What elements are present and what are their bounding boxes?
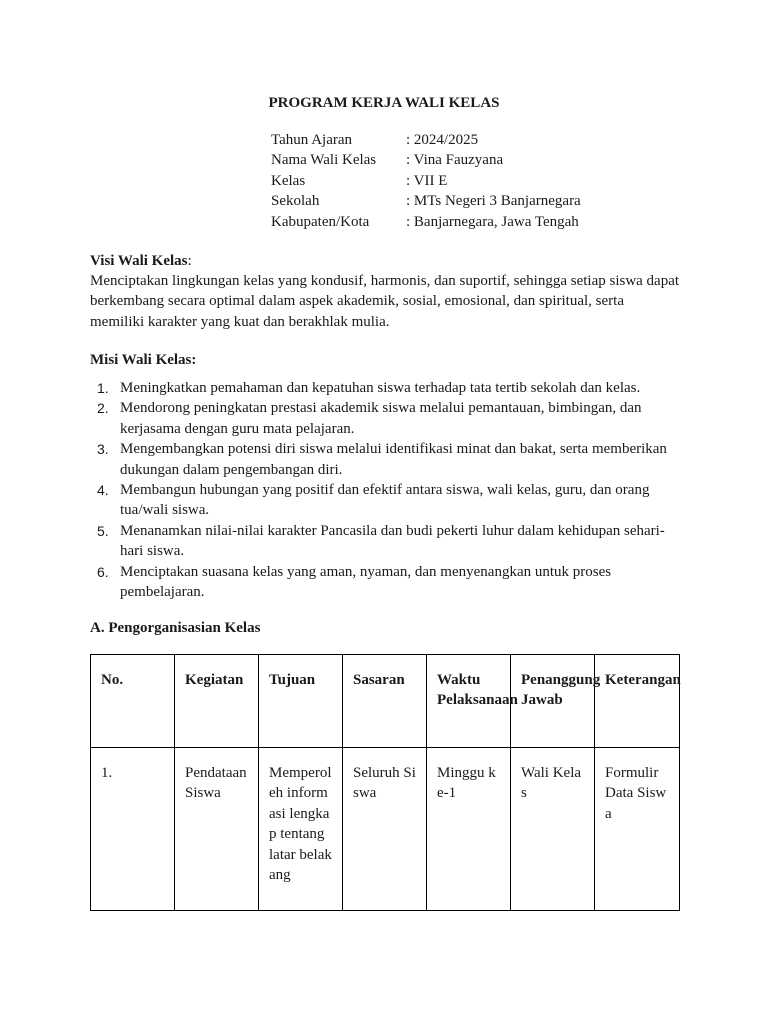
- misi-list: [90, 378, 680, 602]
- table-cell: Memperoleh informasi lengkap tentang latar belakang: [259, 748, 343, 911]
- list-text: Membangun hubungan yang positif dan efektif antara siswa, wali kelas, guru, dan orang tua/wali siswa.: [120, 482, 650, 519]
- info-row: [271, 130, 581, 150]
- section-a-heading: A. Pengorganisasian Kelas: [90, 620, 261, 636]
- column-header-tujuan: Tujuan: [259, 655, 343, 748]
- list-number: 6.: [97, 563, 109, 580]
- list-number: 2.: [97, 400, 109, 417]
- list-text: Meningkatkan pemahaman dan kepatuhan siswa terhadap tata tertib sekolah dan kelas.: [120, 380, 641, 396]
- table-cell: Minggu ke-1: [427, 748, 511, 911]
- column-header-waktu: Waktu Pelaksanaan: [427, 655, 511, 748]
- column-header-keterangan: Keterangan: [595, 655, 680, 748]
- info-row: [271, 212, 581, 232]
- column-header-penanggung-jawab: Penanggung Jawab: [511, 655, 595, 748]
- list-item: [90, 480, 680, 521]
- visi-heading: [90, 251, 192, 271]
- info-value: : 2024/2025: [406, 132, 479, 148]
- list-text: Mengembangkan potensi diri siswa melalui identifikasi minat dan bakat, serta memberikan dukungan dalam pengembangan diri.: [120, 441, 667, 478]
- list-text: Menciptakan suasana kelas yang aman, nyaman, dan menyenangkan untuk proses pembelajaran.: [120, 563, 612, 601]
- column-header-kegiatan: Kegiatan: [175, 655, 259, 748]
- info-value: : VII E: [406, 172, 448, 189]
- info-row: [271, 150, 581, 170]
- visi-heading-text: Visi Wali Kelas: [90, 253, 188, 269]
- table-cell: Wali Kelas: [511, 748, 595, 911]
- table-row: [91, 748, 680, 911]
- list-number: 5.: [97, 522, 109, 539]
- table-cell: Formulir Data Siswa: [595, 748, 680, 911]
- info-label: Sekolah: [271, 193, 320, 210]
- page-title: PROGRAM KERJA WALI KELAS: [268, 95, 500, 111]
- list-item: [90, 562, 680, 603]
- list-number: 3.: [97, 441, 109, 458]
- table-cell: Pendataan Siswa: [175, 748, 259, 911]
- list-number: 1.: [97, 380, 109, 396]
- list-item: [90, 521, 680, 562]
- list-item: [90, 398, 680, 439]
- list-item: [90, 439, 680, 480]
- info-value: : Vina Fauzyana: [406, 152, 504, 169]
- info-row: [271, 171, 581, 191]
- list-text: Menanamkan nilai-nilai karakter Pancasila dan budi pekerti luhur dalam kehidupan sehari-hari siswa.: [120, 522, 665, 560]
- info-value: : Banjarnegara, Jawa Tengah: [406, 213, 579, 230]
- info-table: [271, 130, 581, 232]
- organization-table: [90, 654, 680, 911]
- info-row: [271, 191, 581, 211]
- column-header-no: No.: [91, 655, 175, 748]
- info-label: Nama Wali Kelas: [271, 152, 377, 169]
- list-item: [90, 378, 680, 398]
- list-number: 4.: [97, 482, 109, 499]
- table-cell: 1.: [91, 748, 175, 911]
- table-cell: Seluruh Siswa: [343, 748, 427, 911]
- info-label: Tahun Ajaran: [271, 132, 353, 148]
- visi-heading-colon: :: [187, 253, 192, 269]
- column-header-sasaran: Sasaran: [343, 655, 427, 748]
- list-text: Mendorong peningkatan prestasi akademik siswa melalui pemantauan, bimbingan, dan kerjasama dengan guru mata pelajaran.: [120, 400, 642, 437]
- table-header-row: [91, 655, 680, 748]
- misi-heading: Misi Wali Kelas:: [90, 352, 197, 368]
- visi-text: Menciptakan lingkungan kelas yang kondusif, harmonis, dan suportif, sehingga setiap siswa dapat berkembang secara optimal dalam aspek akademik, sosial, emosional, dan spiritual, serta memiliki karakter yang kuat dan berakhlak mulia.: [90, 273, 680, 330]
- info-label: Kelas: [271, 172, 306, 189]
- info-label: Kabupaten/Kota: [271, 213, 370, 230]
- info-value: : MTs Negeri 3 Banjarnegara: [406, 193, 581, 210]
